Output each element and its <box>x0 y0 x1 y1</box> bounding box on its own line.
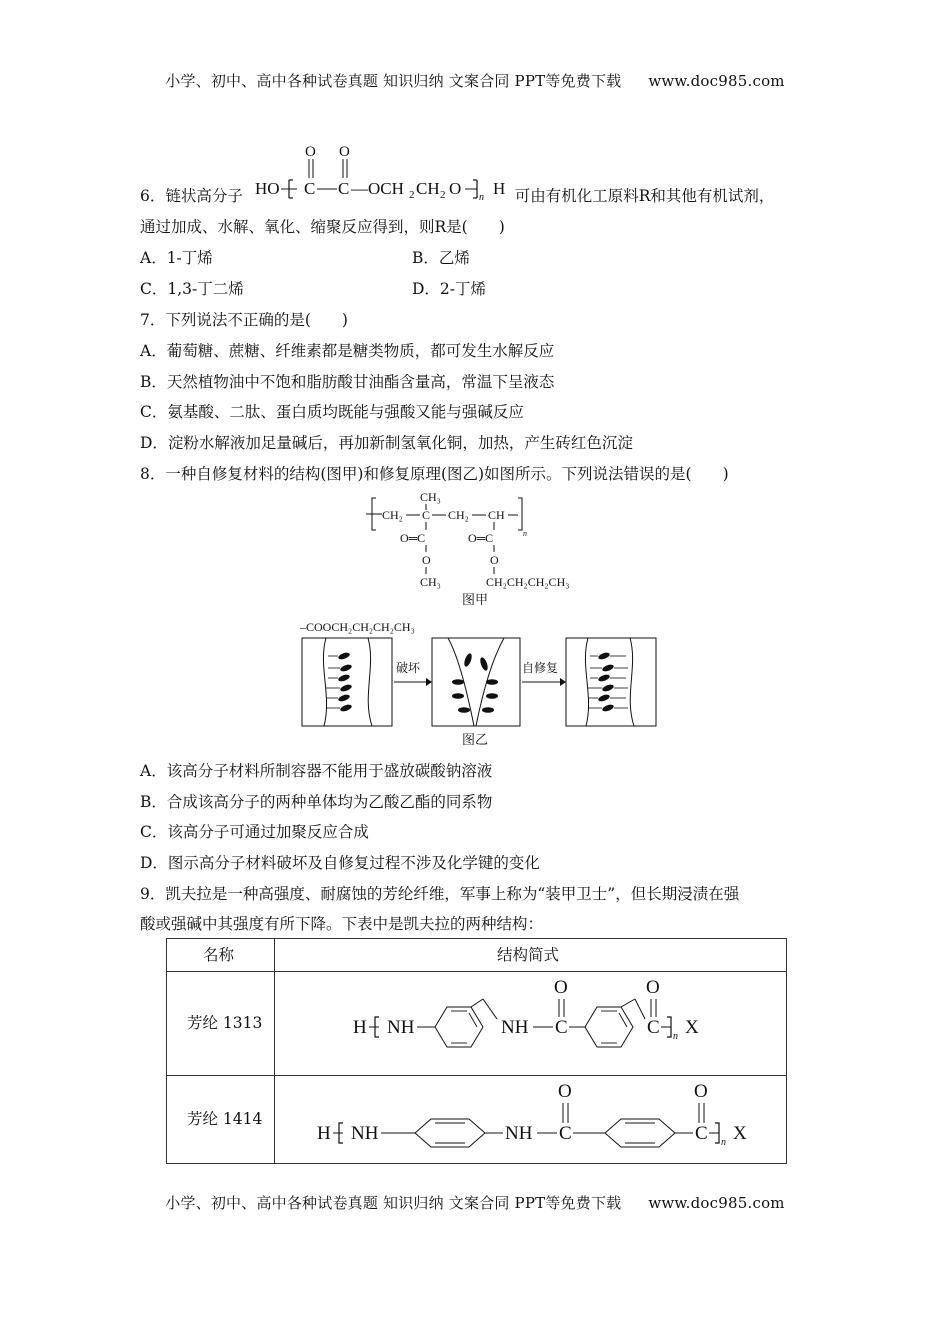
q6-c1: C <box>304 179 316 198</box>
table-row-2-name: 芳纶 1414 <box>187 1110 263 1128</box>
table-header-name: 名称 <box>203 946 235 964</box>
fig-a-ch: CH <box>488 508 505 522</box>
page-header <box>0 70 950 91</box>
q6-sub2b: 2 <box>440 189 446 201</box>
q8-figure-b <box>298 616 662 748</box>
q8-figure-a <box>362 486 592 610</box>
q6-formula <box>253 140 521 206</box>
header-text: 小学、初中、高中各种试卷真题 知识归纳 文案合同 PPT等免费下载 <box>165 72 622 90</box>
q6-option-a: A．1-丁烯 <box>140 249 213 267</box>
r1-c2: C <box>647 1017 660 1038</box>
q6-option-d: D．2-丁烯 <box>412 280 487 298</box>
fig-a-n: n <box>523 529 527 538</box>
fig-a-ch2-left: CH₂ <box>382 508 403 522</box>
q6-och2: —OCH <box>351 179 404 198</box>
r1-c1: C <box>555 1017 568 1038</box>
fig-a-oc-right: O═C <box>468 531 494 545</box>
r1-x: X <box>685 1017 699 1038</box>
r1-nh2: NH <box>501 1017 529 1038</box>
q6-o3: O <box>449 179 462 198</box>
aramid-table <box>166 938 787 1164</box>
fig-a-o-right: O <box>490 553 499 567</box>
r2-h: H <box>317 1123 331 1144</box>
q6-stem-line2: 通过加成、水解、氧化、缩聚反应得到，则R是( ) <box>140 218 505 236</box>
q6-c2: C <box>338 179 350 198</box>
q6-sub2a: 2 <box>409 189 415 201</box>
r2-nh1: NH <box>351 1123 379 1144</box>
q6-o1: O <box>305 144 316 160</box>
table-header-formula: 结构简式 <box>497 946 560 964</box>
q8-option-d: D．图示高分子材料破坏及自修复过程不涉及化学键的变化 <box>140 854 540 872</box>
q6-option-b: B．乙烯 <box>412 249 470 267</box>
q6-stem-post: 可由有机化工原料R和其他有机试剂， <box>514 187 775 205</box>
r1-nh1: NH <box>387 1017 415 1038</box>
q6-option-c: C．1,3-丁二烯 <box>140 280 244 298</box>
fig-a-caption: 图甲 <box>462 592 489 607</box>
r2-o1: O <box>558 1081 572 1102</box>
r1-o1: O <box>554 977 568 998</box>
fig-a-ch2-mid: CH₂ <box>448 508 469 522</box>
q6-n: n <box>479 192 484 203</box>
r1-h: H <box>353 1017 367 1038</box>
fig-a-oc-left: O═C <box>400 531 426 545</box>
fig-a-o-left: O <box>422 553 431 567</box>
fig-b-panel-intact <box>302 638 392 726</box>
table-row-1-name: 芳纶 1313 <box>187 1014 263 1032</box>
q6-ho: HO <box>255 179 280 198</box>
fig-a-c: C <box>422 508 431 522</box>
q9-stem-line2: 酸或强碱中其强度有所下降。下表中是凯夫拉的两种结构： <box>140 915 544 933</box>
q6-ch2: CH <box>416 179 440 198</box>
q8-option-b: B．合成该高分子的两种单体均为乙酸乙酯的同系物 <box>140 793 493 811</box>
q6-o2: O <box>339 144 350 160</box>
r1-n: n <box>673 1031 678 1042</box>
q6-h: H <box>493 179 506 198</box>
r1-o2: O <box>646 977 660 998</box>
q9-stem-line1: 9．凯夫拉是一种高强度、耐腐蚀的芳纶纤维，军事上称为“装甲卫士”，但长期浸渍在强 <box>140 885 740 903</box>
formula-aramid-1414 <box>307 1073 767 1163</box>
q8-stem: 8．一种自修复材料的结构(图甲)和修复原理(图乙)如图所示。下列说法错误的是( ) <box>140 465 729 483</box>
q8-option-c: C．该高分子可通过加聚反应合成 <box>140 823 369 841</box>
fig-a-butyl: CH₂CH₂CH₂CH₃ <box>486 575 570 589</box>
r2-c1: C <box>559 1123 572 1144</box>
footer-text: 小学、初中、高中各种试卷真题 知识归纳 文案合同 PPT等免费下载 <box>165 1194 622 1212</box>
fig-b-caption: 图乙 <box>462 732 489 747</box>
r2-nh2: NH <box>505 1123 533 1144</box>
fig-b-arrow-break: 破坏 <box>396 661 421 675</box>
r2-c2: C <box>695 1123 708 1144</box>
page-footer <box>0 1192 950 1213</box>
fig-b-arrow-repair: 自修复 <box>522 661 559 675</box>
fig-b-panel-repaired <box>566 638 656 726</box>
q8-option-a: A．该高分子材料所制容器不能用于盛放碳酸钠溶液 <box>140 762 493 780</box>
q7-option-b: B．天然植物油中不饱和脂肪酸甘油酯含量高，常温下呈液态 <box>140 373 555 391</box>
fig-a-ch3-bottom: CH₃ <box>420 575 441 589</box>
r2-x: X <box>733 1123 747 1144</box>
r2-o2: O <box>694 1081 708 1102</box>
formula-aramid-1313 <box>347 967 747 1073</box>
fig-b-label: –COOCH₂CH₂CH₂CH₃ <box>300 620 415 634</box>
r2-n: n <box>721 1137 726 1148</box>
q7-option-d: D．淀粉水解液加足量碱后，再加新制氢氧化铜，加热，产生砖红色沉淀 <box>140 434 633 452</box>
fig-b-panel-broken <box>432 638 520 726</box>
q7-option-a: A．葡萄糖、蔗糖、纤维素都是糖类物质，都可发生水解反应 <box>140 342 555 360</box>
q7-option-c: C．氨基酸、二肽、蛋白质均既能与强酸又能与强碱反应 <box>140 403 524 421</box>
fig-a-ch3-top: CH₃ <box>420 490 441 504</box>
q6-stem-pre: 6．链状高分子 <box>140 187 243 205</box>
q7-stem: 7．下列说法不正确的是( ) <box>140 311 348 329</box>
header-url[interactable]: www.doc985.com <box>648 72 785 90</box>
footer-url[interactable]: www.doc985.com <box>648 1194 785 1212</box>
